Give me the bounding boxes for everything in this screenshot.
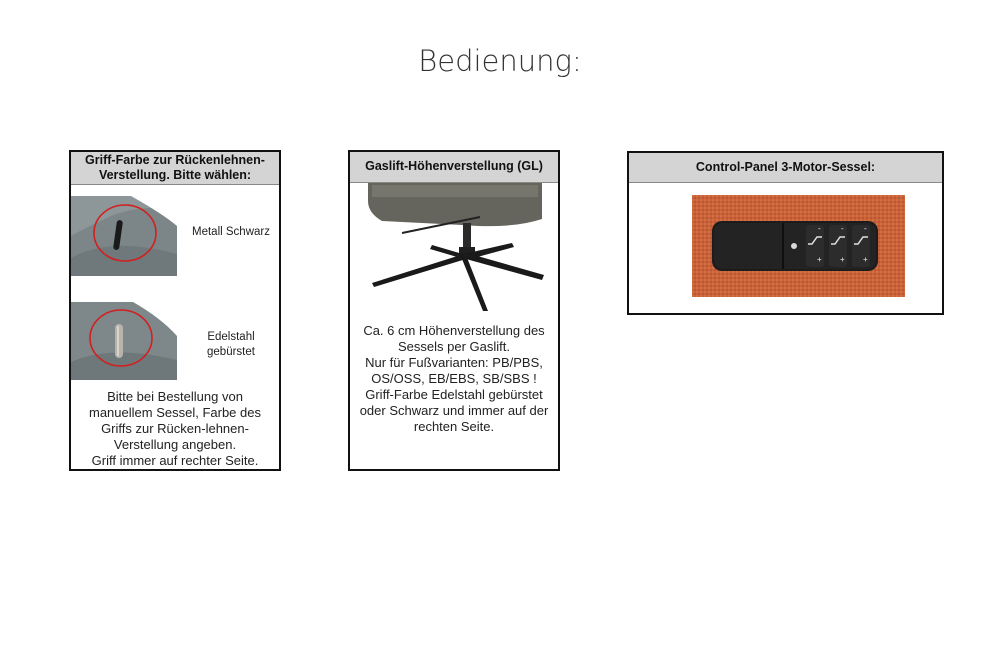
griff-text-line: manuellem Sessel, Farbe des bbox=[89, 405, 261, 420]
gaslift-base-photo bbox=[362, 183, 548, 311]
gaslift-text-line: Nur für Fußvarianten: PB/PBS, bbox=[365, 355, 543, 370]
griff-steel-label-line2: gebürstet bbox=[207, 346, 255, 358]
gaslift-text-line: Sessels per Gaslift. bbox=[398, 339, 510, 354]
gaslift-text-line: Ca. 6 cm Höhenverstellung des bbox=[363, 323, 545, 338]
page-title: Bedienung: bbox=[418, 44, 582, 78]
griff-steel-label bbox=[181, 330, 281, 360]
control-panel-card bbox=[627, 151, 944, 315]
griff-text-line: Verstellung angeben. bbox=[113, 437, 237, 452]
griff-header-line2: Verstellung. Bitte wählen: bbox=[98, 168, 252, 182]
griff-black-photo bbox=[71, 196, 177, 276]
griff-black-label: Metall Schwarz bbox=[192, 226, 270, 238]
gaslift-text-line: OS/OSS, EB/EBS, SB/SBS ! bbox=[371, 371, 537, 386]
griff-text-line: Griffs zur Rücken-lehnen- bbox=[101, 421, 249, 436]
gaslift-card-header: Gaslift-Höhenverstellung (GL) bbox=[350, 152, 558, 183]
remote-plus-2: + bbox=[840, 255, 845, 264]
griff-card-header bbox=[71, 152, 279, 185]
remote-minus-3: - bbox=[864, 224, 867, 233]
gaslift-description bbox=[350, 323, 558, 435]
control-panel-photo bbox=[692, 195, 905, 297]
remote-minus-1: - bbox=[818, 224, 821, 233]
griff-steel-photo bbox=[71, 302, 177, 380]
griff-color-card bbox=[69, 150, 281, 471]
griff-steel-label-line1: Edelstahl bbox=[207, 331, 255, 343]
remote-plus-3: + bbox=[863, 255, 868, 264]
griff-instructions bbox=[71, 389, 279, 469]
remote-minus-2: - bbox=[841, 224, 844, 233]
control-panel-header: Control-Panel 3-Motor-Sessel: bbox=[629, 153, 942, 183]
gaslift-card bbox=[348, 150, 560, 471]
remote-plus-1: + bbox=[817, 255, 822, 264]
gaslift-text-line: Griff-Farbe Edelstahl gebürstet bbox=[365, 387, 543, 402]
griff-text-line: Griff immer auf rechter Seite. bbox=[91, 453, 259, 468]
griff-text-line: Bitte bei Bestellung von bbox=[107, 389, 243, 404]
gaslift-text-line: rechten Seite. bbox=[413, 419, 495, 434]
gaslift-text-line: oder Schwarz und immer auf der bbox=[359, 403, 549, 418]
griff-header-line1: Griff-Farbe zur Rückenlehnen- bbox=[85, 153, 265, 167]
